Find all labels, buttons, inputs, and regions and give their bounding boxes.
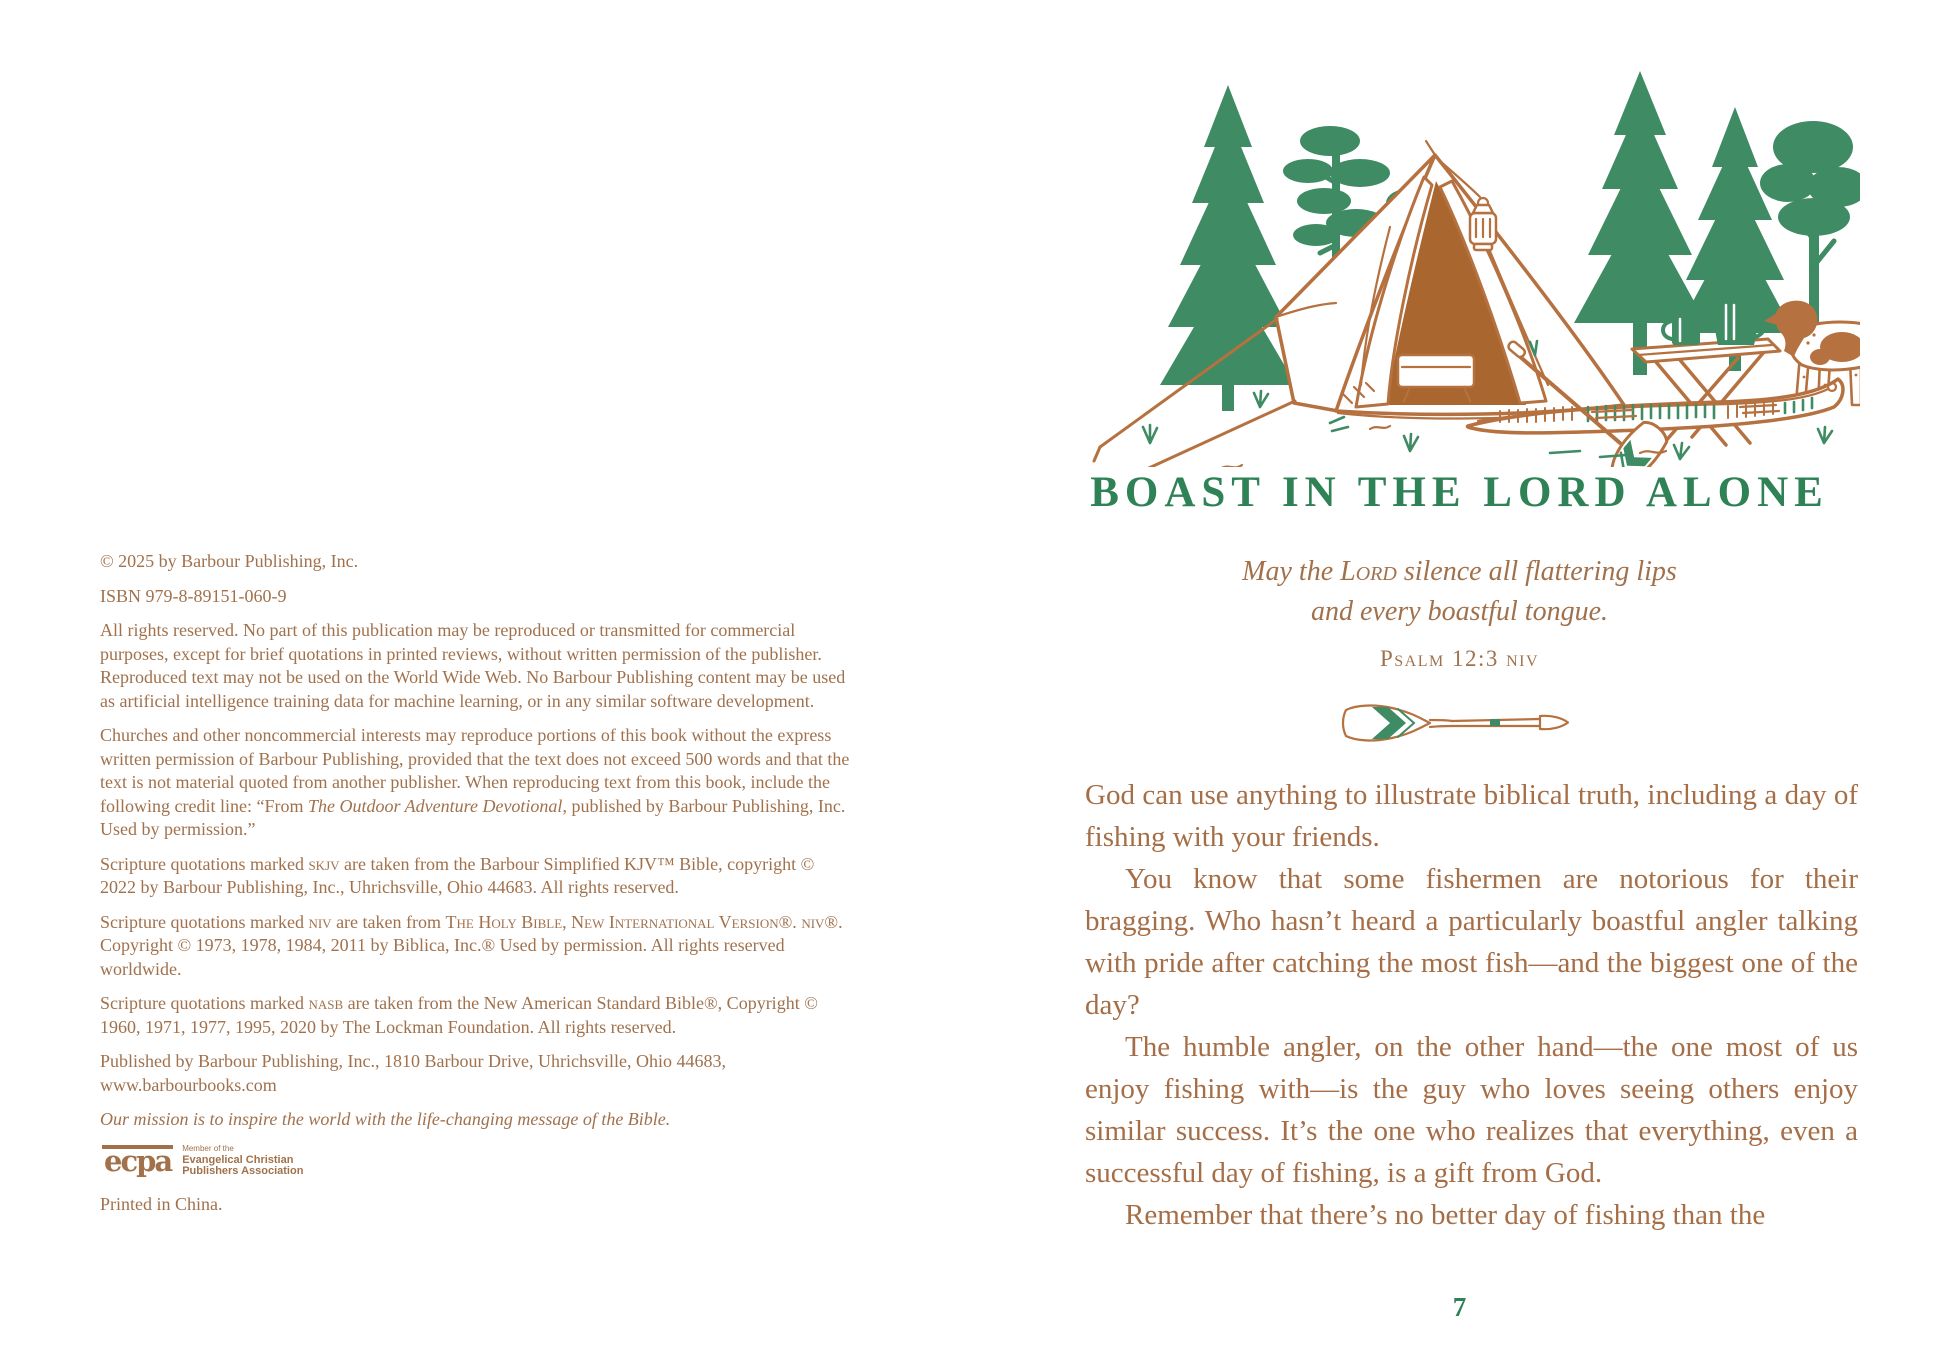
- verse-line: [973, 552, 1946, 592]
- text-run: , published by Barbour Publishing, Inc. Used by permission.”: [100, 795, 846, 839]
- text-run: Remember that there’s no better day of fishing than the: [1125, 1199, 1766, 1231]
- text-run: Lord: [1340, 556, 1397, 587]
- colophon-top: [100, 550, 850, 1132]
- colophon-bottom: [100, 1193, 850, 1217]
- colophon-paragraph: [100, 992, 850, 1039]
- text-run: niv: [308, 911, 332, 932]
- colophon-paragraph: [100, 724, 850, 842]
- colophon-paragraph: [100, 1193, 850, 1217]
- devotional-body: [1085, 774, 1858, 1236]
- text-run: Scripture quotations marked: [100, 993, 309, 1013]
- text-run: The humble angler, on the other hand—the one most of us enjoy fishing with—is the guy who loves seeing others enjoy similar success. It’s the one who realizes that everything, even a successful day of fishing, is a gift from God.: [1085, 1031, 1858, 1189]
- text-run: The Holy Bible, New International Version: [445, 911, 779, 932]
- colophon-paragraph: [100, 585, 850, 609]
- text-run: May the: [1242, 556, 1341, 587]
- text-run: Printed in China.: [100, 1193, 223, 1214]
- verse-reference: Psalm 12:3 niv: [1379, 646, 1540, 671]
- colophon-paragraph: [100, 1108, 850, 1132]
- ecpa-caption: [182, 1143, 303, 1177]
- ecpa-caption-line: Evangelical Christian: [182, 1153, 294, 1166]
- text-run: Scripture quotations marked: [100, 911, 309, 932]
- colophon-paragraph: [100, 911, 850, 982]
- text-run: You know that some fishermen are notorious for their bragging. Who hasn’t heard a particularly boastful angler talking with pride after catching the most fish—and the biggest one of the day?: [1085, 863, 1858, 1021]
- text-run: God can use anything to illustrate biblical truth, including a day of fishing with your friends.: [1085, 779, 1858, 853]
- text-run: ®.: [778, 911, 802, 932]
- text-run: and every boastful tongue.: [1310, 596, 1609, 627]
- text-run: © 2025 by Barbour Publishing, Inc.: [100, 551, 359, 571]
- colophon-paragraph: [100, 550, 850, 574]
- text-run: are taken from: [331, 911, 446, 932]
- text-run: are taken from the New American Standard Bible®, Copyright © 1960, 1971, 1977, 1995, 2020 by The Lockman Foundation. All rights reserved.: [100, 993, 818, 1037]
- paddle-divider-icon: [1340, 700, 1580, 746]
- body-paragraph: [1085, 774, 1858, 858]
- copyright-colophon: [100, 550, 850, 1227]
- text-run: nasb: [308, 993, 344, 1013]
- text-run: silence all flattering lips: [1396, 556, 1677, 587]
- spruce-tree: [1160, 85, 1296, 411]
- text-run: are taken from the Barbour Simplified KJV™ Bible, copyright © 2022 by Barbour Publishing, Inc., Uhrichsville, Ohio 44683. All rights reserved.: [100, 853, 815, 897]
- text-run: Our mission is to inspire the world with the life-changing message of the Bible.: [100, 1109, 671, 1129]
- body-paragraph: [1085, 858, 1858, 1026]
- text-run: Published by Barbour Publishing, Inc., 1810 Barbour Drive, Uhrichsville, Ohio 44683, www.barbourbooks.com: [100, 1051, 726, 1095]
- chapter-title: BOAST IN THE LORD ALONE: [1090, 469, 1829, 516]
- colophon-paragraph: [100, 853, 850, 900]
- text-run: All rights reserved. No part of this publication may be reproduced or transmitted for commercial purposes, except for brief quotations in printed reviews, without written permission of the publisher. Reproduced text may not be used on the World Wide Web. No Barbour Publishing content may be used as artificial intelligence training data for machine learning, or in any similar software development.: [100, 620, 846, 711]
- verse-line: [973, 592, 1946, 632]
- colophon-paragraph: [100, 1050, 850, 1097]
- page-number: 7: [1452, 1292, 1467, 1322]
- text-run: ISBN 979-8-89151-060-9: [100, 585, 287, 606]
- colophon-paragraph: [100, 619, 850, 713]
- ecpa-caption-line: Member of the: [182, 1143, 234, 1153]
- text-run: Scripture quotations marked: [100, 853, 309, 874]
- paddle-icon: [1343, 706, 1568, 741]
- text-run: niv: [801, 911, 825, 932]
- body-paragraph: [1085, 1194, 1858, 1236]
- verse-quote: [973, 552, 1946, 632]
- text-run: Churches and other noncommercial interests may reproduce portions of this book without the express written permission of Barbour Publishing, provided that the text does not exceed 500 words and that the text is not material quoted from another publisher. When reproducing text from this book, include the following credit line: “From: [100, 725, 850, 816]
- text-run: The Outdoor Adventure Devotional: [307, 795, 563, 816]
- ecpa-logo: [102, 1143, 850, 1177]
- ecpa-caption-line: Publishers Association: [182, 1164, 304, 1177]
- text-run: skjv: [308, 853, 340, 874]
- text-run: ®. Copyright © 1973, 1978, 1984, 2011 by Biblica, Inc.® Used by permission. All rights reserved worldwide.: [100, 911, 843, 979]
- campsite-illustration: [1080, 55, 1860, 467]
- ecpa-logotype: ecpa: [104, 1144, 172, 1178]
- body-paragraph: [1085, 1026, 1858, 1194]
